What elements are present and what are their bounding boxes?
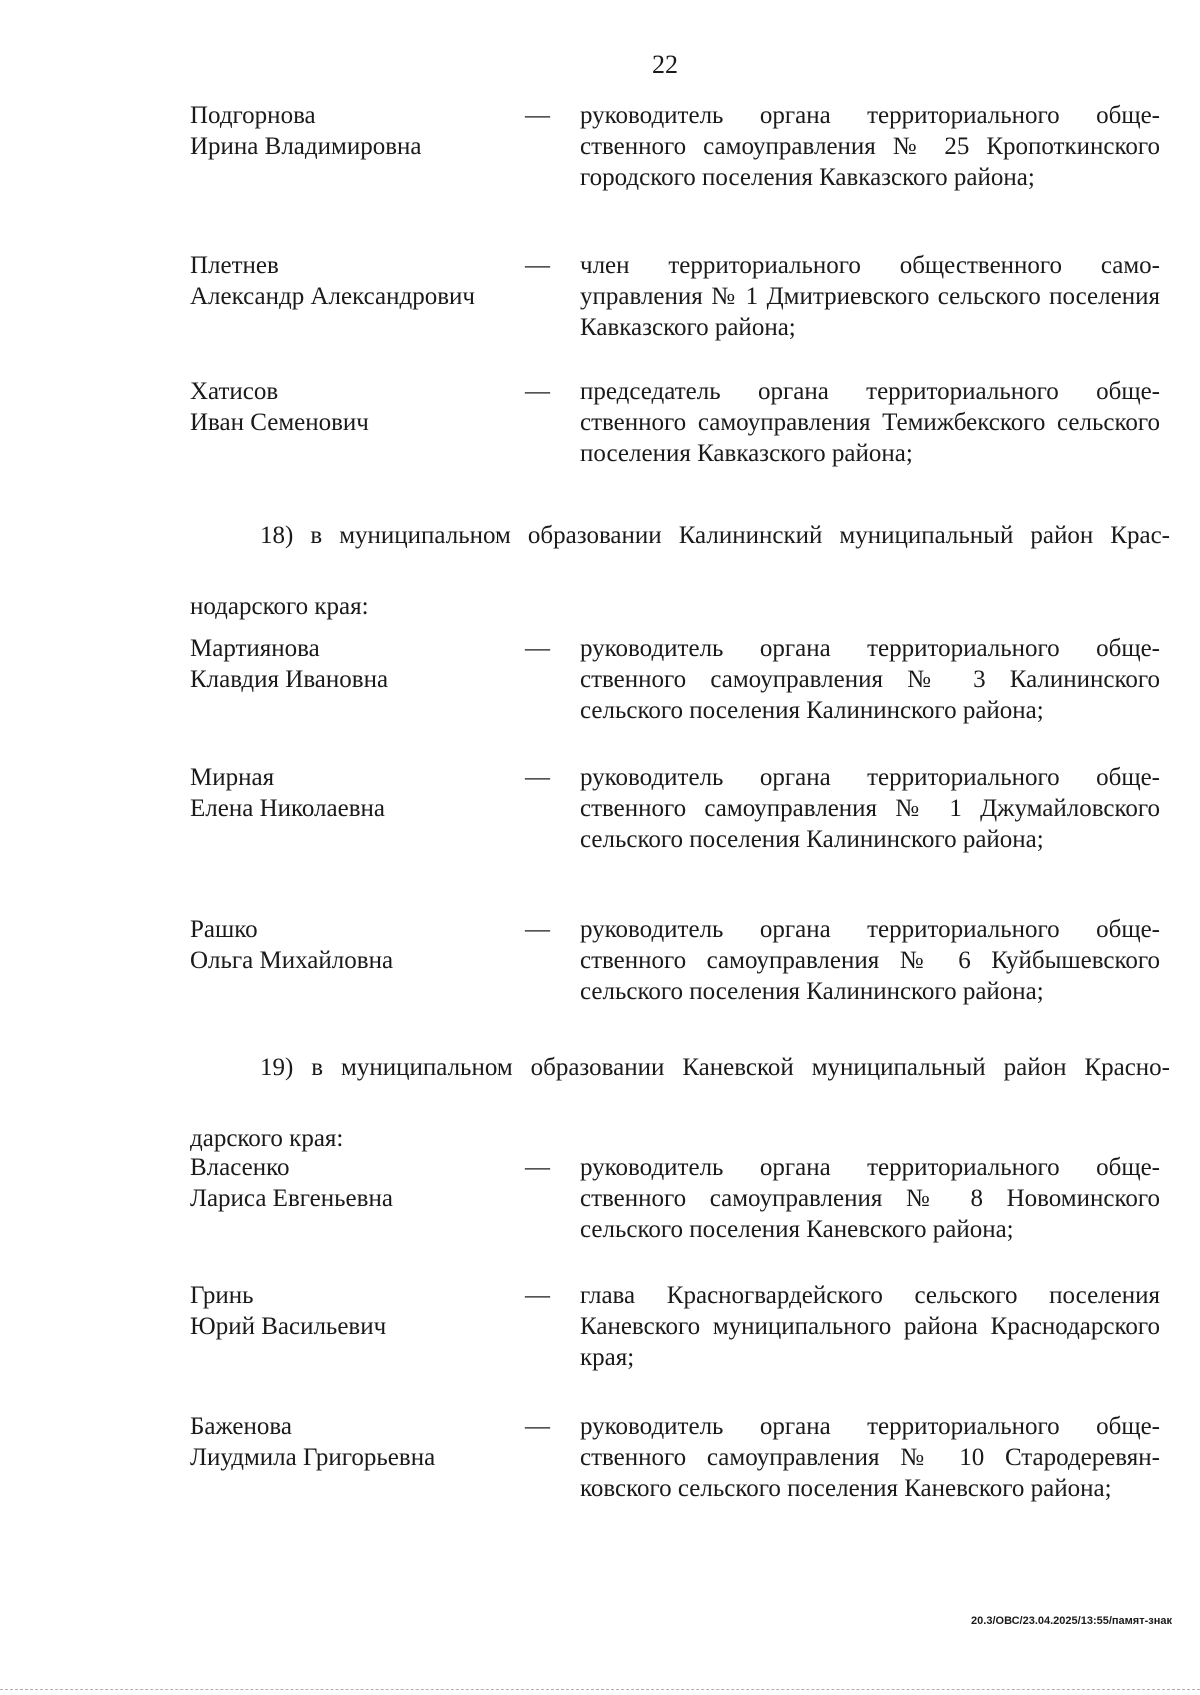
- dash-separator: —: [525, 102, 550, 129]
- surname: Рашко: [190, 916, 258, 943]
- surname: Подгорнова: [190, 102, 316, 129]
- section-heading-line: 19) в муниципальном образовании Каневской муниципальный район Красно-: [260, 1054, 1170, 1081]
- person-name: [190, 1411, 520, 1473]
- given-names: Ирина Владимировна: [190, 133, 422, 160]
- dash-separator: —: [525, 1282, 550, 1309]
- position-description: руководитель органа территориального общественного самоуправления № 25 Кропоткинского городского поселения Кавказского района;: [580, 102, 1160, 191]
- surname: Мирная: [190, 764, 275, 791]
- dash-separator: —: [525, 1413, 550, 1440]
- person-name: [190, 1280, 520, 1342]
- given-names: Иван Семенович: [190, 409, 369, 436]
- position-description: руководитель органа территориального общественного самоуправления № 8 Новоминского сельского поселения Каневского района;: [580, 1154, 1160, 1243]
- position-description: руководитель органа территориального общественного самоуправления № 1 Джумайловского сельского поселения Калининского района;: [580, 764, 1160, 853]
- position-description: председатель органа территориального общественного самоуправления Темижбекского сельского поселения Кавказского района;: [580, 378, 1160, 467]
- document-code: 20.3/ОВС/23.04.2025/13:55/памят-знак: [971, 1615, 1172, 1627]
- dash-separator: —: [525, 252, 550, 279]
- position-description: руководитель органа территориального общественного самоуправления № 10 Стародеревянковского сельского поселения Каневского района;: [580, 1413, 1160, 1502]
- given-names: Клавдия Ивановна: [190, 666, 389, 693]
- position-description: глава Красногвардейского сельского поселения Каневского муниципального района Краснодарского края;: [580, 1282, 1160, 1371]
- person-name: [190, 1152, 520, 1214]
- person-name: [190, 914, 520, 976]
- given-names: Ольга Михайловна: [190, 947, 394, 974]
- position-description: член территориального общественного самоуправления № 1 Дмитриевского сельского поселения Кавказского района;: [580, 252, 1160, 341]
- position-description: руководитель органа территориального общественного самоуправления № 6 Куйбышевского сельского поселения Калининского района;: [580, 916, 1160, 1005]
- section-heading-line: 18) в муниципальном образовании Калининский муниципальный район Крас-: [260, 522, 1170, 549]
- person-name: [190, 250, 520, 312]
- person-name: [190, 376, 520, 438]
- person-name: [190, 100, 520, 162]
- surname: Гринь: [190, 1282, 254, 1309]
- given-names: Елена Николаевна: [190, 795, 385, 822]
- surname: Плетнев: [190, 252, 279, 279]
- given-names: Юрий Васильевич: [190, 1313, 387, 1340]
- given-names: Лариса Евгеньевна: [190, 1185, 393, 1212]
- dash-separator: —: [525, 916, 550, 943]
- surname: Баженова: [190, 1413, 292, 1440]
- section-heading-line: дарского края:: [190, 1125, 344, 1152]
- dash-separator: —: [525, 1154, 550, 1181]
- page-number: 22: [652, 50, 678, 79]
- section-heading: [190, 520, 1170, 622]
- surname: Власенко: [190, 1154, 290, 1181]
- bottom-divider: [0, 1689, 1200, 1690]
- given-names: Александр Александрович: [190, 283, 475, 310]
- section-heading-line: нодарского края:: [190, 593, 369, 620]
- dash-separator: —: [525, 378, 550, 405]
- position-description: руководитель органа территориального общественного самоуправления № 3 Калининского сельского поселения Калининского района;: [580, 635, 1160, 724]
- dash-separator: —: [525, 764, 550, 791]
- person-name: [190, 762, 520, 824]
- surname: Хатисов: [190, 378, 279, 405]
- surname: Мартиянова: [190, 635, 320, 662]
- person-name: [190, 633, 520, 695]
- section-heading: [190, 1052, 1170, 1154]
- given-names: Лиудмила Григорьевна: [190, 1444, 436, 1471]
- dash-separator: —: [525, 635, 550, 662]
